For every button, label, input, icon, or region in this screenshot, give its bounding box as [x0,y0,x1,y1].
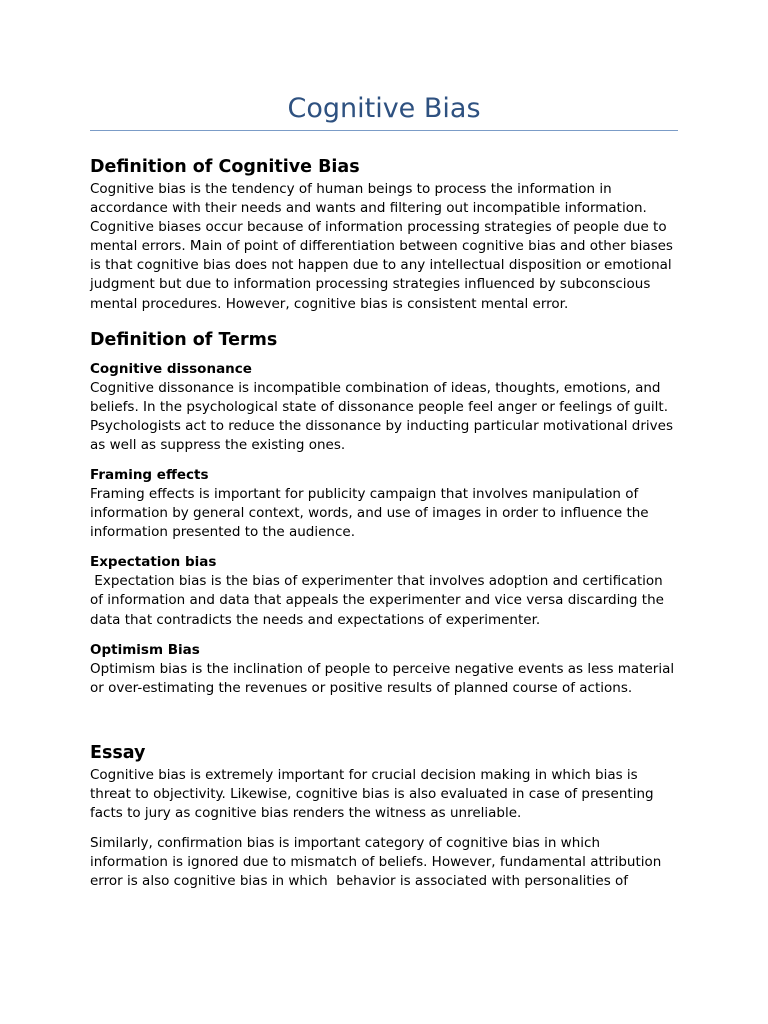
title-divider [90,130,678,131]
term-optimism-bias [90,641,678,698]
section-definition [90,154,678,314]
section-heading-essay: Essay [90,742,146,763]
term-expectation-bias [90,553,678,629]
term-heading: Framing effects [90,467,209,484]
essay-paragraph: Cognitive bias is extremely important for crucial decision making in which bias is threat to objectivity. Likewise, cognitive bias is also evaluated in case of presenting facts to jury as cognitive bias renders the witness as unreliable. [90,766,654,821]
definition-paragraph: Cognitive bias is the tendency of human beings to process the information in accordance with their needs and wants and filtering out incompatible information. Cognitive biases occur because of information processing strategies of people due to mental errors. Main of point of differentiation between cognitive bias and other biases is that cognitive bias does not happen due to any intellectual disposition or emotional judgment but due to information processing strategies influenced by subconscious mental procedures. However, cognitive bias is consistent mental error. [90,181,673,312]
section-heading-definition: Definition of Cognitive Bias [90,157,360,177]
term-paragraph: Framing effects is important for publicity campaign that involves manipulation of information by general context, words, and use of images in order to influence the information presented to the audience. [90,486,649,541]
term-paragraph: Cognitive dissonance is incompatible combination of ideas, thoughts, emotions, and beliefs. In the psychological state of dissonance people feel anger or feelings of guilt. Psychologists act to reduce the dissonance by inducting particular motivational drives as well as suppress the existing ones. [90,379,674,453]
term-heading: Optimism Bias [90,641,200,658]
section-terms [90,327,678,698]
term-cognitive-dissonance [90,360,678,455]
term-heading: Cognitive dissonance [90,360,252,377]
essay-paragraph: Similarly, confirmation bias is important category of cognitive bias in which information is ignored due to mismatch of beliefs. However, fundamental attribution error is also cognitive bias in which behavior is associated with personalities of [90,835,666,890]
section-heading-terms: Definition of Terms [90,329,278,350]
term-heading: Expectation bias [90,554,217,571]
term-paragraph: Expectation bias is the bias of experimenter that involves adoption and certification of information and data that appeals the experimenter and vice versa discarding the data that contradicts the needs and expectations of experimenter. [90,573,669,628]
document-title: Cognitive Bias [287,93,481,124]
term-framing-effects [90,466,678,542]
section-essay [90,740,678,892]
term-paragraph: Optimism bias is the inclination of people to perceive negative events as less material or over-estimating the revenues or positive results of planned course of actions. [90,660,675,696]
document-body [90,154,678,902]
